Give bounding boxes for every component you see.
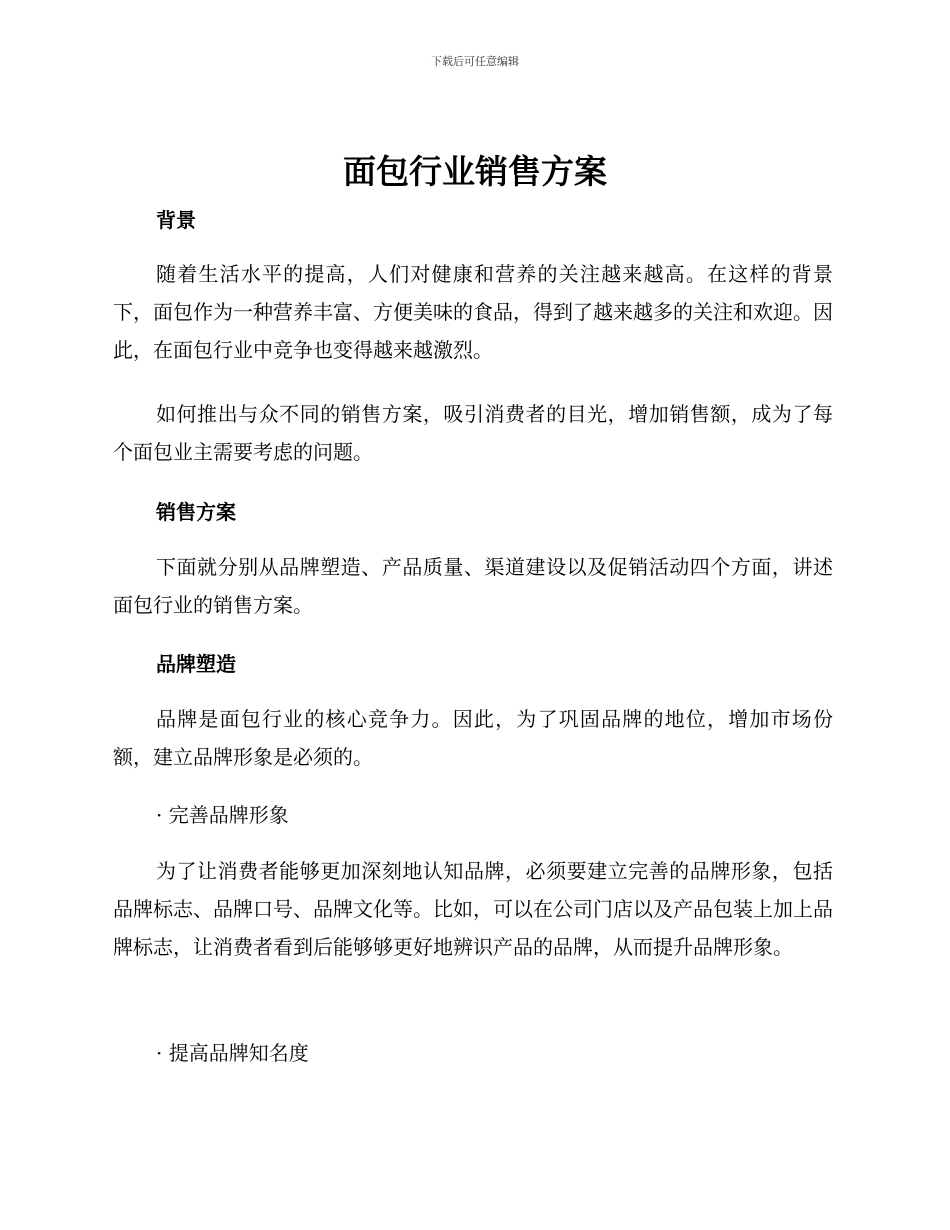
section-heading-background: 背景	[156, 208, 196, 232]
branding-paragraph-1: 品牌是面包行业的核心竞争力。因此，为了巩固品牌的地位，增加市场份额，建立品牌形象是必须的。	[113, 707, 833, 769]
bullet-item-brand-image: · 完善品牌形象	[156, 803, 289, 827]
document-title: 面包行业销售方案	[343, 152, 607, 191]
branding-paragraph-2: 为了让消费者能够更加深刻地认知品牌，必须要建立完善的品牌形象，包括品牌标志、品牌口号、品牌文化等。比如，可以在公司门店以及产品包装上加上品牌标志，让消费者看到后能够够更好地辨识产品的品牌，从而提升品牌形象。	[113, 859, 833, 959]
section-heading-sales-plan: 销售方案	[156, 500, 236, 524]
background-paragraph-1: 随着生活水平的提高，人们对健康和营养的关注越来越高。在这样的背景下，面包作为一种营养丰富、方便美味的食品，得到了越来越多的关注和欢迎。因此，在面包行业中竞争也变得越来越激烈。	[113, 262, 833, 362]
page-header: 下载后可任意编辑	[431, 55, 519, 68]
section-heading-branding: 品牌塑造	[156, 652, 236, 676]
background-paragraph-2: 如何推出与众不同的销售方案，吸引消费者的目光，增加销售额，成为了每个面包业主需要考虑的问题。	[113, 402, 833, 464]
sales-plan-paragraph-1: 下面就分别从品牌塑造、产品质量、渠道建设以及促销活动四个方面，讲述面包行业的销售方案。	[113, 555, 833, 617]
bullet-item-brand-awareness: · 提高品牌知名度	[156, 1041, 309, 1065]
